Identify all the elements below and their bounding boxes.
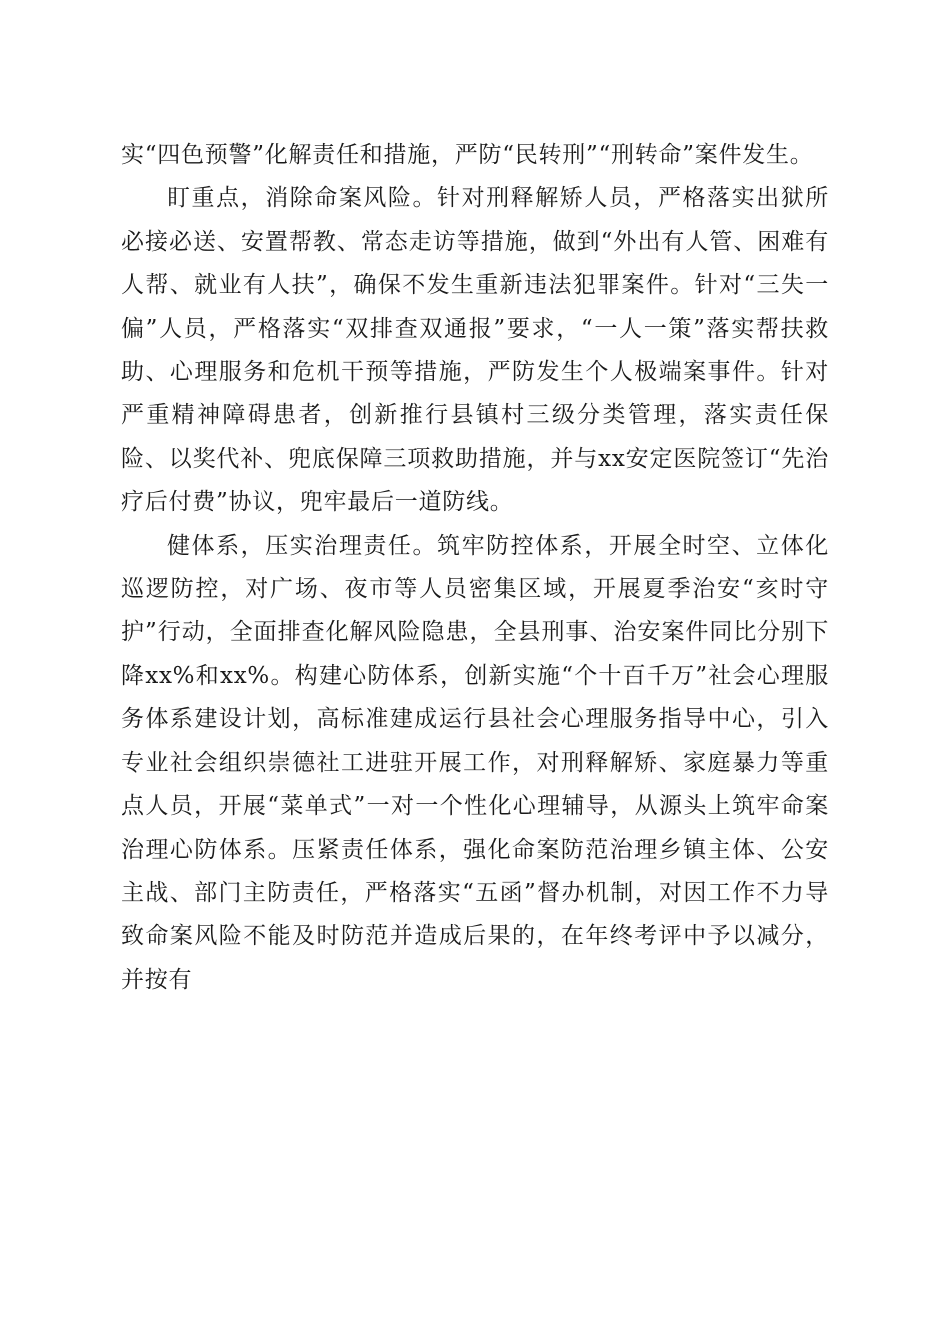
document-body: [121, 134, 829, 1002]
paragraph-key-focus: 盯重点，消除命案风险。针对刑释解矫人员，严格落实出狱所必接必送、安置帮教、常态走访等措施，做到“外出有人管、困难有人帮、就业有人扶”，确保不发生重新违法犯罪案件。针对“三失一偏”人员，严格落实“双排查双通报”要求，“一人一策”落实帮扶救助、心理服务和危机干预等措施，严防发生个人极端案事件。针对严重精神障碍患者，创新推行县镇村三级分类管理，落实责任保险、以奖代补、兜底保障三项救助措施，并与xx安定医院签订“先治疗后付费”协议，兜牢最后一道防线。: [121, 185, 829, 516]
paragraph-continuation: 实“四色预警”化解责任和措施，严防“民转刑”“刑转命”案件发生。: [121, 142, 814, 168]
paragraph-system-building: 健体系，压实治理责任。筑牢防控体系，开展全时空、立体化巡逻防控，对广场、夜市等人员密集区域，开展夏季治安“亥时守护”行动，全面排查化解风险隐患，全县刑事、治安案件同比分别下降xx%和xx%。构建心防体系，创新实施“个十百千万”社会心理服务体系建设计划，高标准建成运行县社会心理服务指导中心，引入专业社会组织崇德社工进驻开展工作，对刑释解矫、家庭暴力等重点人员，开展“菜单式”一对一个性化心理辅导，从源头上筑牢命案治理心防体系。压紧责任体系，强化命案防范治理乡镇主体、公安主战、部门主防责任，严格落实“五函”督办机制，对因工作不力导致命案风险不能及时防范并造成后果的，在年终考评中予以减分，并按有: [121, 532, 829, 993]
